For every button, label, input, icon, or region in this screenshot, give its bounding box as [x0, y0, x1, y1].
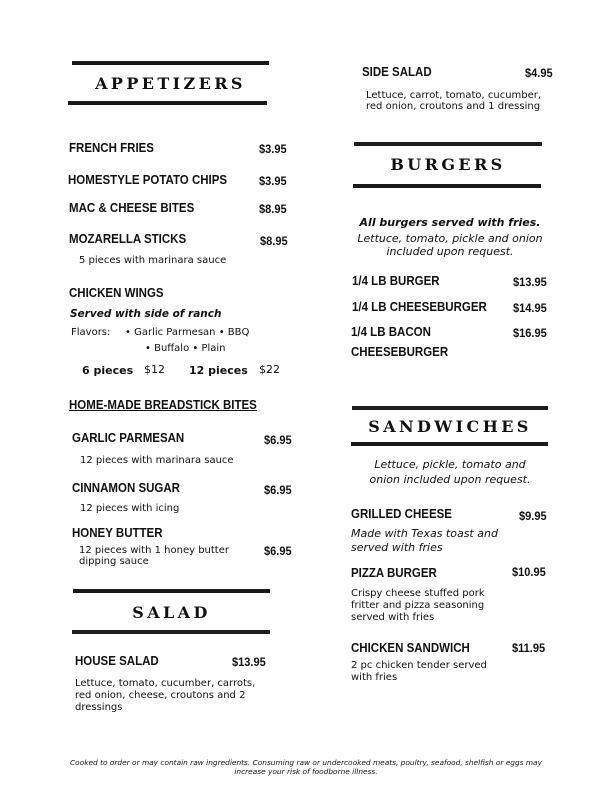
quarter-cheeseburger-price: $14.95 — [513, 301, 547, 315]
grilled-cheese-price: $9.95 — [519, 509, 547, 523]
footer-line2: increase your risk of foodborne illness. — [234, 767, 378, 776]
garlic-parmesan-desc: 12 pieces with marinara sauce — [80, 455, 234, 466]
mac-cheese-price: $8.95 — [259, 202, 287, 216]
sandwiches-title: SANDWICHES — [368, 417, 532, 436]
burgers-title: BURGERS — [390, 155, 506, 174]
chicken-sandwich-desc-line1: 2 pc chicken tender served — [351, 660, 487, 671]
appetizers-top-rule — [72, 61, 269, 65]
burgers-note-line3: included upon request. — [386, 245, 514, 258]
cinnamon-sugar-desc: 12 pieces with icing — [80, 503, 180, 514]
burgers-bottom-rule — [353, 184, 541, 188]
sandwiches-note-line1: Lettuce, pickle, tomato and — [374, 458, 526, 471]
pizza-burger-desc-line3: served with fries — [351, 612, 435, 623]
wings-flavors-label: Flavors: — [71, 327, 111, 338]
salad-bottom-rule — [72, 630, 270, 634]
honey-butter-price: $6.95 — [264, 544, 292, 558]
sandwiches-note-line2: onion included upon request. — [369, 473, 531, 486]
sandwiches-top-rule — [352, 406, 548, 410]
grilled-cheese-desc-line1: Made with Texas toast and — [351, 527, 498, 540]
pizza-burger-desc-line1: Crispy cheese stuffed pork — [351, 588, 485, 599]
potato-chips-name: HOMESTYLE POTATO CHIPS — [68, 173, 228, 187]
french-fries-price: $3.95 — [259, 142, 287, 156]
bacon-cheeseburger-name-line2: CHEESEBURGER — [351, 345, 449, 359]
potato-chips-price: $3.95 — [259, 174, 287, 188]
mozarella-sticks-price: $8.95 — [260, 234, 288, 248]
honey-butter-desc-line2: dipping sauce — [79, 556, 149, 567]
pizza-burger-price: $10.95 — [512, 565, 546, 579]
bacon-cheeseburger-name-line1: 1/4 LB BACON — [351, 325, 431, 339]
wings-served-note: Served with side of ranch — [70, 308, 222, 320]
footer-disclaimer — [50, 758, 562, 776]
burgers-note-line2: Lettuce, tomato, pickle and onion — [357, 232, 543, 245]
wings-six-label: 6 pieces — [82, 364, 134, 377]
pizza-burger-name: PIZZA BURGER — [351, 566, 437, 580]
appetizers-title: APPETIZERS — [95, 74, 246, 93]
chicken-sandwich-desc-line2: with fries — [351, 672, 398, 683]
honey-butter-desc-line1: 12 pieces with 1 honey butter — [79, 545, 229, 556]
side-salad-price: $4.95 — [525, 66, 553, 80]
sandwiches-bottom-rule — [351, 442, 548, 446]
wings-twelve-label: 12 pieces — [189, 364, 248, 377]
garlic-parmesan-price: $6.95 — [264, 433, 292, 447]
grilled-cheese-name: GRILLED CHEESE — [351, 507, 452, 521]
breadstick-heading: HOME-MADE BREADSTICK BITES — [69, 398, 257, 412]
garlic-parmesan-name: GARLIC PARMESAN — [72, 431, 185, 445]
burgers-top-rule — [354, 142, 542, 146]
chicken-sandwich-name: CHICKEN SANDWICH — [351, 641, 470, 655]
wings-flavors-line2: • Buffalo • Plain — [145, 343, 226, 354]
french-fries-name: FRENCH FRIES — [69, 141, 154, 155]
mozarella-sticks-name: MOZARELLA STICKS — [69, 232, 187, 246]
honey-butter-name: HONEY BUTTER — [72, 526, 163, 540]
salad-title: SALAD — [132, 603, 211, 622]
grilled-cheese-desc-line2: served with fries — [351, 541, 443, 554]
house-salad-desc-line3: dressings — [75, 702, 123, 713]
side-salad-desc-line2: red onion, croutons and 1 dressing — [366, 101, 541, 112]
chicken-wings-name: CHICKEN WINGS — [69, 286, 164, 300]
mozarella-sticks-desc: 5 pieces with marinara sauce — [79, 255, 227, 266]
side-salad-desc-line1: Lettuce, carrot, tomato, cucumber, — [366, 90, 542, 101]
side-salad-name: SIDE SALAD — [362, 65, 432, 79]
quarter-cheeseburger-name: 1/4 LB CHEESEBURGER — [352, 300, 487, 314]
house-salad-desc-line1: Lettuce, tomato, cucumber, carrots, — [75, 678, 256, 689]
mac-cheese-name: MAC & CHEESE BITES — [69, 201, 195, 215]
cinnamon-sugar-price: $6.95 — [264, 483, 292, 497]
wings-twelve-price: $22 — [259, 363, 280, 376]
house-salad-price: $13.95 — [232, 655, 266, 669]
footer-line1: Cooked to order or may contain raw ingredients. Consuming raw or undercooked meats, poultry, seafood, shelfish or eggs may — [70, 758, 542, 767]
wings-flavors-line1: • Garlic Parmesan • BBQ — [125, 327, 250, 338]
chicken-sandwich-price: $11.95 — [512, 641, 546, 655]
appetizers-bottom-rule — [68, 101, 267, 105]
salad-top-rule — [73, 589, 270, 593]
quarter-burger-name: 1/4 LB BURGER — [352, 274, 440, 288]
house-salad-name: HOUSE SALAD — [75, 654, 159, 668]
house-salad-desc-line2: red onion, cheese, croutons and 2 — [75, 690, 246, 701]
quarter-burger-price: $13.95 — [513, 275, 547, 289]
pizza-burger-desc-line2: fritter and pizza seasoning — [351, 600, 485, 611]
cinnamon-sugar-name: CINNAMON SUGAR — [72, 481, 180, 495]
bacon-cheeseburger-price: $16.95 — [513, 326, 547, 340]
burgers-note-line1: All burgers served with fries. — [359, 216, 541, 229]
wings-six-price: $12 — [144, 363, 165, 376]
